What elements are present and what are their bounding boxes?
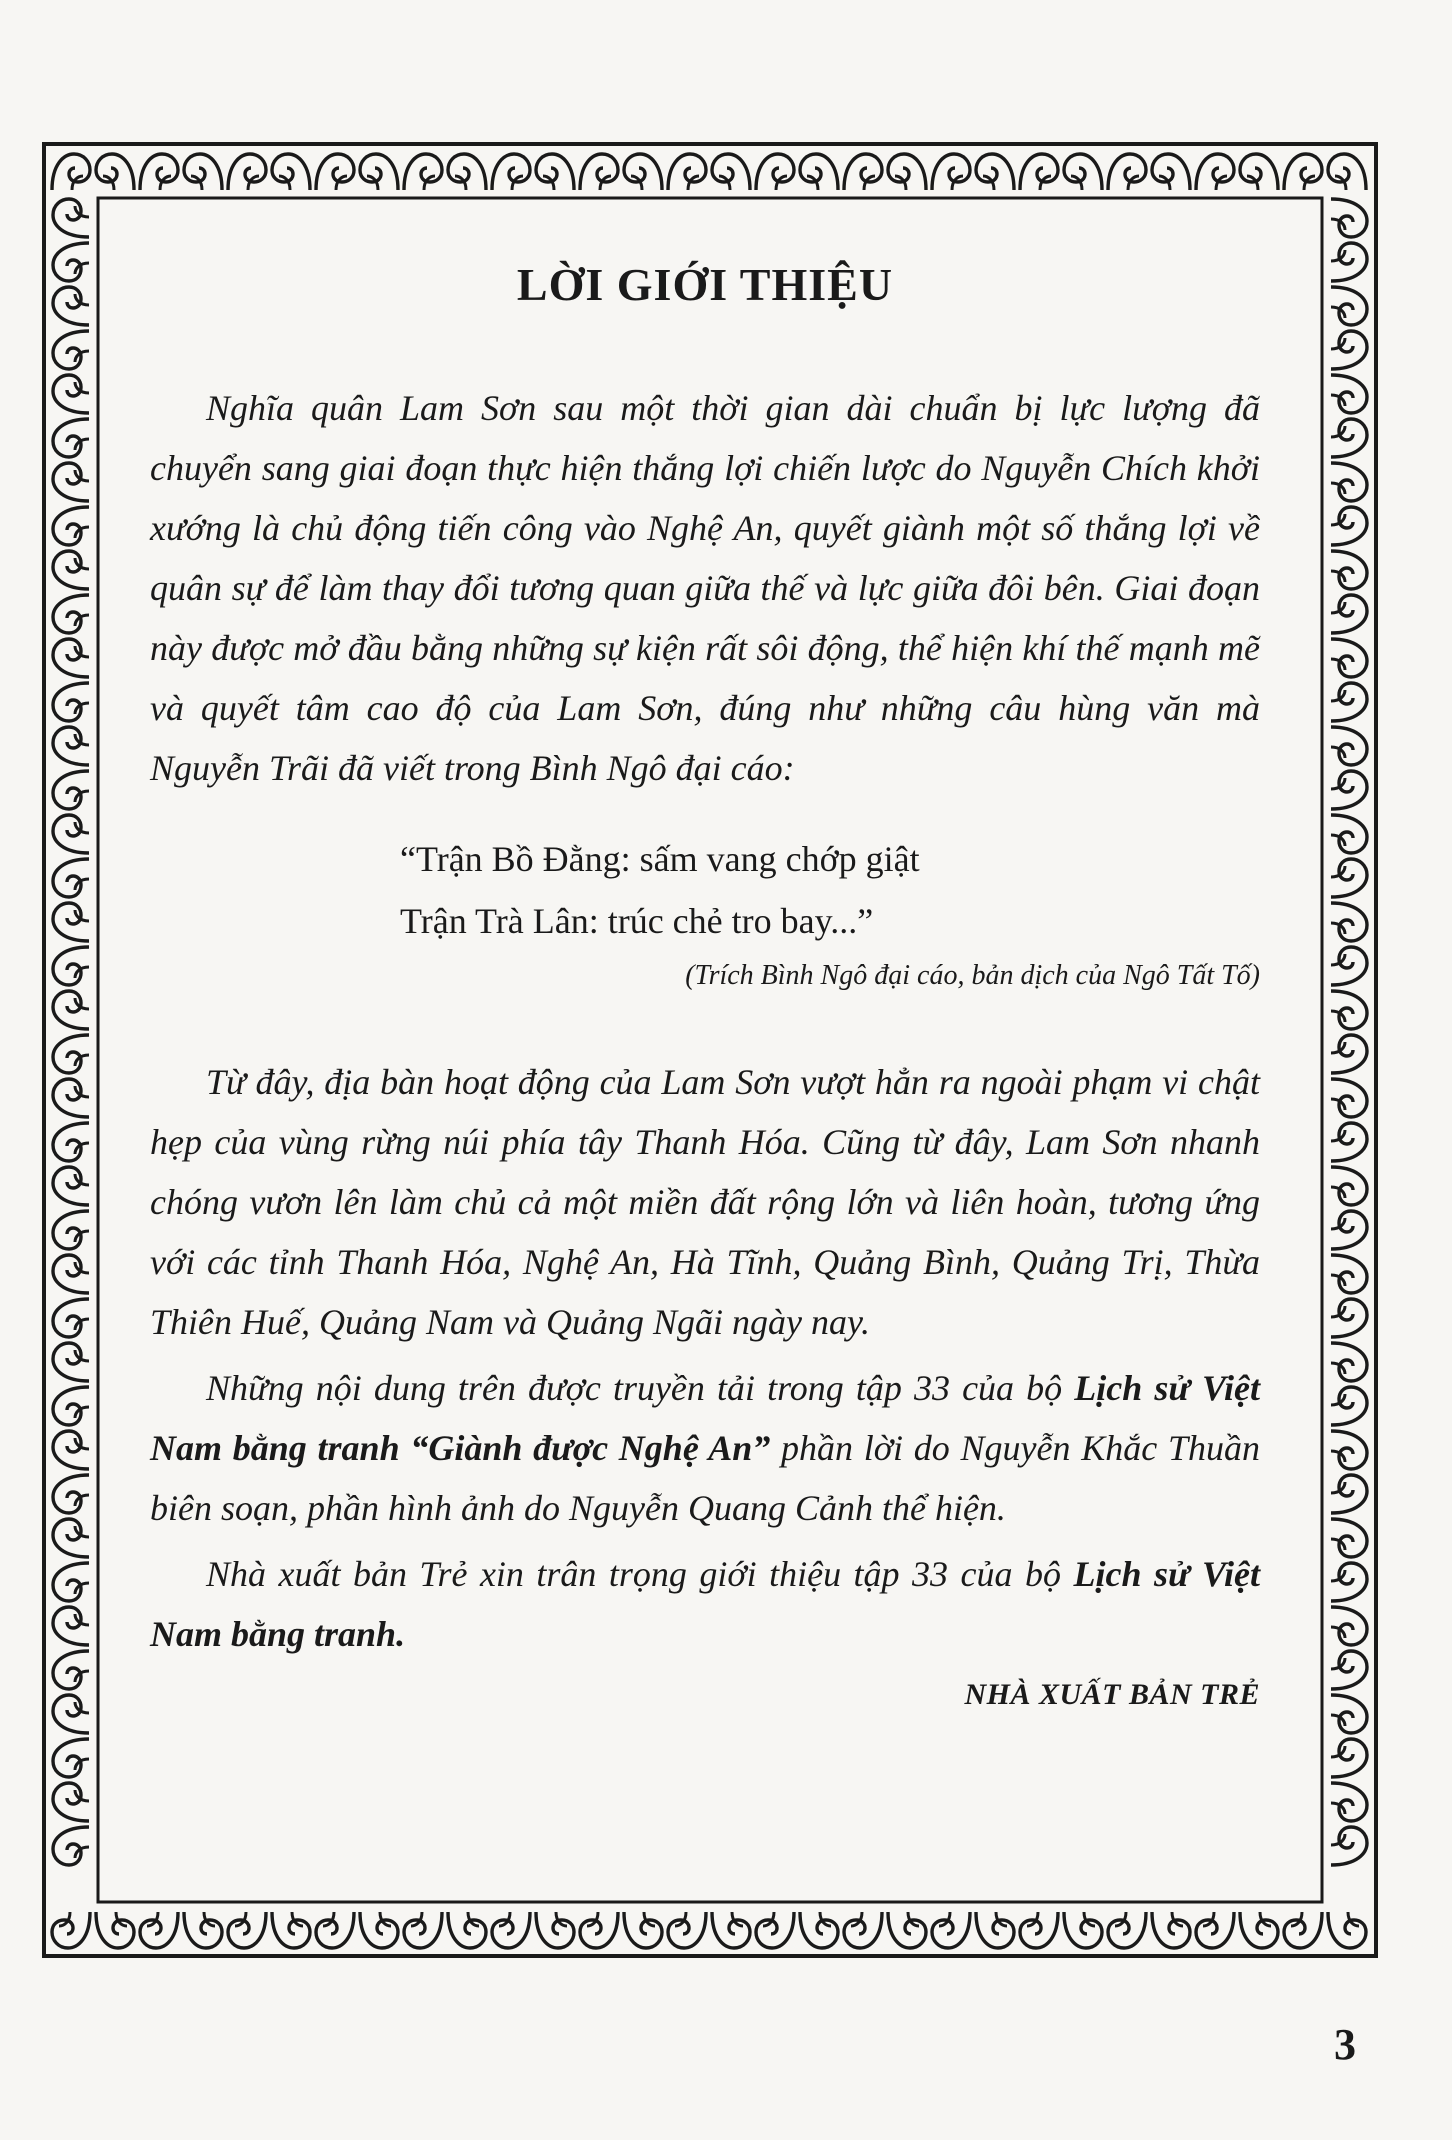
border-motif [53,1255,89,1293]
border-motif [1331,1343,1367,1381]
border-motif [712,1912,750,1948]
border-motif [1152,1912,1190,1948]
border-motif [1331,1431,1367,1469]
border-motif [1331,595,1367,633]
border-motif [272,154,310,190]
border-motif [1331,1255,1367,1293]
border-motif [800,1912,838,1948]
border-motif [53,1387,89,1425]
border-motif [756,154,794,190]
border-motif [53,859,89,897]
border-motif [1328,1912,1366,1948]
border-motif [1331,463,1367,501]
border-motif [53,375,89,413]
border-motif [53,1651,89,1689]
decorative-border-frame [40,140,1380,1960]
border-motif [53,727,89,765]
border-motif [1331,1167,1367,1205]
border-motif [53,595,89,633]
border-motif [404,154,442,190]
border-motif [1240,1912,1278,1948]
border-motif [1331,727,1367,765]
border-motif [360,154,398,190]
border-motif [53,551,89,589]
border-motif [1331,1651,1367,1689]
border-motif [844,154,882,190]
quote-line-1: “Trận Bồ Đằng: sấm vang chớp giật [400,839,920,879]
border-motif [1331,1739,1367,1777]
border-motif [53,287,89,325]
border-motif [228,154,266,190]
paragraph-3-text-start: Những nội dung trên được truyền tải trong tập 33 của bộ [206,1368,1075,1408]
intro-paragraph-2 [150,1052,1260,1352]
border-motif [1331,331,1367,369]
paragraph-4-text-end: . [396,1614,406,1654]
series-name-bold-2: Lịch sử Việt Nam bằng tranh [150,1554,1261,1654]
border-motif [53,1211,89,1249]
border-motif [1331,199,1367,237]
border-motif [668,1912,706,1948]
border-motif [800,154,838,190]
border-motif [932,1912,970,1948]
border-motif [52,154,90,190]
paragraph-4-text-start: Nhà xuất bản Trẻ xin trân trọng giới thiệu tập 33 của bộ [206,1554,1074,1594]
border-motif [53,1475,89,1513]
border-motif [1108,154,1146,190]
border-motif [316,1912,354,1948]
border-motif [53,419,89,457]
border-motif [53,199,89,237]
border-motif [316,154,354,190]
intro-paragraph-4 [150,1544,1260,1664]
border-motif [1284,154,1322,190]
border-motif [756,1912,794,1948]
border-motif [53,1519,89,1557]
publisher-signature: NHÀ XUẤT BẢN TRẺ [964,1678,1260,1711]
border-motif [1328,154,1366,190]
border-motif [844,1912,882,1948]
spacer [400,1428,411,1468]
border-motif [53,1079,89,1117]
border-motif [272,1912,310,1948]
border-motif [53,463,89,501]
border-motif [53,1167,89,1205]
border-motif [580,154,618,190]
border-motif [53,507,89,545]
border-motif [1331,1123,1367,1161]
border-motif [492,1912,530,1948]
border-motif [53,947,89,985]
intro-paragraph-3 [150,1358,1260,1538]
border-motif [1331,1211,1367,1249]
border-motif [1196,1912,1234,1948]
border-motif [140,154,178,190]
paragraph-3-text-end: phần lời do Nguyễn Khắc Thuần biên soạn, phần hình ảnh do Nguyễn Quang Cảnh thể hiện. [150,1428,1261,1528]
border-motif [53,1563,89,1601]
intro-paragraph-1-text: Nghĩa quân Lam Sơn sau một thời gian dài chuẩn bị lực lượng đã chuyển sang giai đoạn thực hiện thắng lợi chiến lược do Nguyễn Chích khởi xướng là chủ động tiến công vào Nghệ An, quyết giành một số thắng lợi về quân sự để làm thay đổi tương quan giữa thế và lực giữa đôi bên. Giai đoạn này được mở đầu bằng những sự kiện rất sôi động, thể hiện khí thế mạnh mẽ và quyết tâm cao độ của Lam Sơn, đúng như những câu hùng văn mà Nguyễn Trãi đã viết trong Bình Ngô đại cáo: [150,388,1260,788]
border-motif [53,903,89,941]
border-motif [932,154,970,190]
border-motif [536,1912,574,1948]
border-motif [624,1912,662,1948]
quote-line-2: Trận Trà Lân: trúc chẻ tro bay...” [400,901,874,941]
border-motif [580,1912,618,1948]
border-motif [1064,154,1102,190]
border-motif [53,1343,89,1381]
border-motif [404,1912,442,1948]
intro-paragraph-2-text: Từ đây, địa bàn hoạt động của Lam Sơn vượt hẳn ra ngoài phạm vi chật hẹp của vùng rừng núi phía tây Thanh Hóa. Cũng từ đây, Lam Sơn nhanh chóng vươn lên làm chủ cả một miền đất rộng lớn và liên hoàn, tương ứng với các tỉnh Thanh Hóa, Nghệ An, Hà Tĩnh, Quảng Bình, Quảng Trị, Thừa Thiên Huế, Quảng Nam và Quảng Ngãi ngày nay. [150,1062,1260,1342]
border-motif [140,1912,178,1948]
quote-citation: (Trích Bình Ngô đại cáo, bản dịch của Ngô Tất Tố) [685,960,1260,991]
border-motif [1284,1912,1322,1948]
volume-title-bold: “Giành được Nghệ An” [410,1428,771,1468]
border-motif [1331,903,1367,941]
border-motif [1331,419,1367,457]
border-motif [96,1912,134,1948]
border-motif [1331,1563,1367,1601]
border-motif [53,1607,89,1645]
border-motif [976,154,1014,190]
border-motif [1064,1912,1102,1948]
border-motif [976,1912,1014,1948]
border-motif [1331,1387,1367,1425]
border-motif [53,1431,89,1469]
border-motif [448,154,486,190]
border-motif [1331,859,1367,897]
border-motif [1331,243,1367,281]
intro-paragraph-1 [150,378,1260,798]
border-motif [1196,154,1234,190]
border-motif [1331,375,1367,413]
border-motif [53,1783,89,1821]
border-motif [1331,1519,1367,1557]
border-motif [1152,154,1190,190]
border-motif [888,1912,926,1948]
border-motif [53,1123,89,1161]
poem-quote [400,828,1260,952]
border-motif [53,639,89,677]
border-motif [1331,771,1367,809]
border-motif [228,1912,266,1948]
page-content [150,250,1260,1870]
border-motif [1331,639,1367,677]
page-title: LỜI GIỚI THIỆU [516,259,894,310]
border-motif [1331,1607,1367,1645]
border-motif [1331,507,1367,545]
border-motif [1240,154,1278,190]
border-motif [53,771,89,809]
border-motif [53,1299,89,1337]
border-motif [712,154,750,190]
border-motif [1108,1912,1146,1948]
border-motif [96,154,134,190]
border-motif [668,154,706,190]
border-motif [1331,551,1367,589]
border-motif [1331,1695,1367,1733]
border-motif [53,331,89,369]
border-motif [184,154,222,190]
border-motif [53,243,89,281]
border-motif [1020,154,1058,190]
border-motif [53,1827,89,1865]
border-motif [1331,287,1367,325]
border-motif [492,154,530,190]
border-motif [1331,1299,1367,1337]
border-motif [53,991,89,1029]
border-motif [52,1912,90,1948]
border-motif [1331,683,1367,721]
border-motif [1331,991,1367,1029]
border-motif [1331,1079,1367,1117]
border-motif [448,1912,486,1948]
border-motif [536,154,574,190]
border-motif [1331,815,1367,853]
border-motif [1331,1827,1367,1865]
border-motif [53,1695,89,1733]
border-motif [53,683,89,721]
series-name-bold: Lịch sử Việt Nam bằng tranh [150,1368,1261,1468]
border-motif [1331,947,1367,985]
border-motif [1331,1035,1367,1073]
border-motif [888,154,926,190]
border-motif [1331,1475,1367,1513]
border-motif [53,1035,89,1073]
border-motif [1331,1783,1367,1821]
border-motif [360,1912,398,1948]
border-motif [184,1912,222,1948]
border-motif [624,154,662,190]
border-motif [1020,1912,1058,1948]
page-number: 3 [1334,2020,1356,2069]
border-motif [53,1739,89,1777]
border-motif [53,815,89,853]
